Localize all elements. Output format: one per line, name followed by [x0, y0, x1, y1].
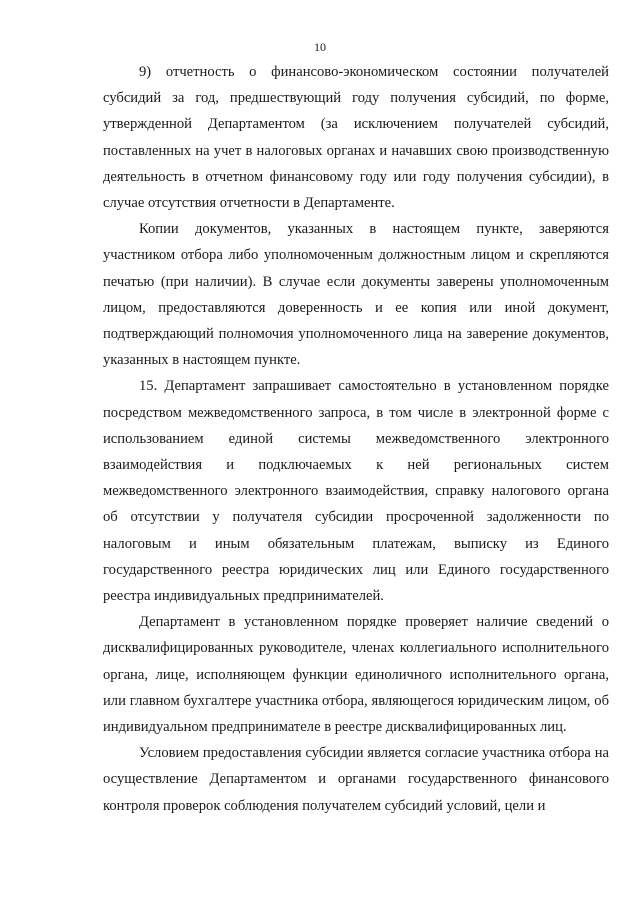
- document-body: [103, 59, 609, 819]
- paragraph-item-15-interagency-request: 15. Департамент запрашивает самостоятельно в установленном порядке посредством межведомственного запроса, в том числе в электронной форме с использованием единой системы межведомственного электронного взаимодействия и подключаемых к ней региональных систем межведомственного электронного взаимодействия, справку налогового органа об отсутствии у получателя субсидии просроченной задолженности по налоговым и иным обязательным платежам, выписку из Единого государственного реестра юридических лиц или Единого государственного реестра индивидуальных предпринимателей.: [103, 378, 609, 605]
- paragraph-disqualified-persons-check: Департамент в установленном порядке проверяет наличие сведений о дисквалифицированных руководителе, членах коллегиального исполнительного органа, лице, исполняющем функции единоличного исполнительного органа, или главном бухгалтере участника отбора, являющегося юридическим лицом, об индивидуальном предпринимателе в реестре дисквалифицированных лиц.: [103, 614, 609, 736]
- paragraph-document-copies: Копии документов, указанных в настоящем пункте, заверяются участником отбора либо уполномоченным должностным лицом и скрепляются печатью (при наличии). В случае если документы заверены уполномоченным лицом, предоставляются доверенность и ее копия или иной документ, подтверждающий полномочия уполномоченного лица на заверение документов, указанных в настоящем пункте.: [103, 221, 609, 369]
- page-number: 10: [314, 40, 326, 54]
- paragraph-item-9-reporting: 9) отчетность о финансово-экономическом состоянии получателей субсидий за год, предшествующий году получения субсидий, по форме, утвержденной Департаментом (за исключением получателей субсидий, поставленных на учет в налоговых органах и начавших свою производственную деятельность в отчетном финансовому году или году получения субсидии), в случае отсутствия отчетности в Департаменте.: [103, 64, 609, 212]
- paragraph-subsidy-condition: Условием предоставления субсидии является согласие участника отбора на осуществление Департаментом и органами государственного финансового контроля проверок соблюдения получателем субсидий условий, цели и: [103, 745, 609, 814]
